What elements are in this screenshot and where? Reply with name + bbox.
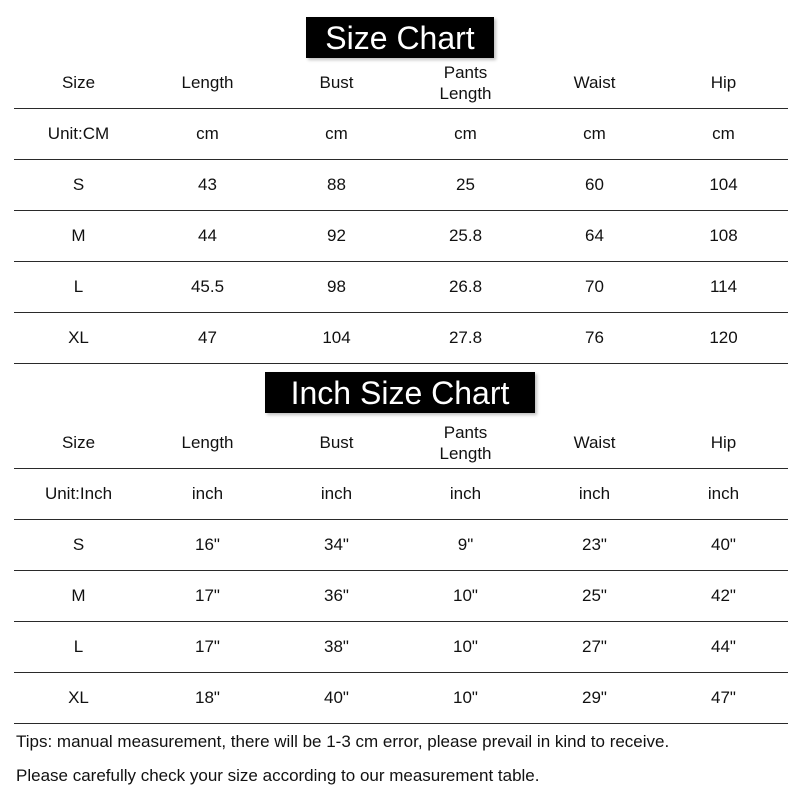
table-cell: 29" [530, 673, 659, 724]
table-cell: Hip [659, 57, 788, 109]
table-cell: 9" [401, 520, 530, 571]
table-cell: Pants Length [401, 57, 530, 109]
table-row [14, 571, 788, 622]
table-cell: inch [530, 469, 659, 520]
table-cell: 44 [143, 211, 272, 262]
table-cell: Size [14, 417, 143, 469]
table-cell: Length [143, 57, 272, 109]
table-cell: 42" [659, 571, 788, 622]
table-cell: Unit:Inch [14, 469, 143, 520]
size-chart-title: Size Chart [306, 17, 494, 58]
table-cell: 64 [530, 211, 659, 262]
table-cell: 47 [143, 313, 272, 364]
table-cell: M [14, 571, 143, 622]
table-cell: 92 [272, 211, 401, 262]
table-cell: 114 [659, 262, 788, 313]
table-cell: 38" [272, 622, 401, 673]
table-unit-row [14, 469, 788, 520]
table-row [14, 211, 788, 262]
table-row [14, 673, 788, 724]
table-cell: Bust [272, 417, 401, 469]
table-cell: 26.8 [401, 262, 530, 313]
table-cell: 25 [401, 160, 530, 211]
table-header-row [14, 57, 788, 109]
table-cell: cm [659, 109, 788, 160]
table-cell: inch [659, 469, 788, 520]
table-cell: S [14, 160, 143, 211]
table-cell: Length [143, 417, 272, 469]
table-cell: 70 [530, 262, 659, 313]
table-cell: 98 [272, 262, 401, 313]
table-cell: Waist [530, 57, 659, 109]
table-cell: 34" [272, 520, 401, 571]
table-unit-row [14, 109, 788, 160]
cm-size-table [14, 57, 788, 364]
table-cell: 40" [659, 520, 788, 571]
table-cell: 47" [659, 673, 788, 724]
table-cell: 76 [530, 313, 659, 364]
table-cell: L [14, 262, 143, 313]
table-row [14, 160, 788, 211]
table-cell: Pants Length [401, 417, 530, 469]
table-cell: 25.8 [401, 211, 530, 262]
inch-size-chart-title-banner [0, 372, 800, 413]
table-cell: 27.8 [401, 313, 530, 364]
table-cell: 36" [272, 571, 401, 622]
table-cell: 10" [401, 571, 530, 622]
table-row [14, 622, 788, 673]
table-cell: 60 [530, 160, 659, 211]
table-cell: 45.5 [143, 262, 272, 313]
table-cell: 43 [143, 160, 272, 211]
table-cell: cm [401, 109, 530, 160]
table-cell: 17" [143, 622, 272, 673]
table-cell: S [14, 520, 143, 571]
size-chart-title-banner [0, 17, 800, 58]
table-cell: M [14, 211, 143, 262]
table-cell: cm [143, 109, 272, 160]
table-cell: 120 [659, 313, 788, 364]
table-cell: XL [14, 313, 143, 364]
cm-size-table-body [14, 57, 788, 364]
table-cell: 10" [401, 622, 530, 673]
table-cell: Hip [659, 417, 788, 469]
table-cell: 104 [272, 313, 401, 364]
table-cell: 10" [401, 673, 530, 724]
table-cell: 23" [530, 520, 659, 571]
table-row [14, 262, 788, 313]
table-header-row [14, 417, 788, 469]
measurement-tip: Tips: manual measurement, there will be 1-3 cm error, please prevail in kind to receive. [16, 732, 670, 751]
table-cell: Size [14, 57, 143, 109]
table-cell: inch [401, 469, 530, 520]
table-cell: inch [143, 469, 272, 520]
table-cell: 27" [530, 622, 659, 673]
table-cell: Waist [530, 417, 659, 469]
table-cell: 88 [272, 160, 401, 211]
table-cell: cm [530, 109, 659, 160]
table-cell: Unit:CM [14, 109, 143, 160]
table-cell: 44" [659, 622, 788, 673]
table-cell: 40" [272, 673, 401, 724]
table-cell: 104 [659, 160, 788, 211]
table-cell: cm [272, 109, 401, 160]
table-cell: inch [272, 469, 401, 520]
table-cell: 108 [659, 211, 788, 262]
table-row [14, 520, 788, 571]
table-cell: Bust [272, 57, 401, 109]
table-cell: L [14, 622, 143, 673]
inch-size-table [14, 417, 788, 724]
size-check-note: Please carefully check your size according to our measurement table. [16, 766, 540, 785]
inch-size-table-body [14, 417, 788, 724]
table-cell: XL [14, 673, 143, 724]
table-cell: 16" [143, 520, 272, 571]
table-row [14, 313, 788, 364]
inch-size-chart-title: Inch Size Chart [265, 372, 535, 413]
table-cell: 18" [143, 673, 272, 724]
table-cell: 17" [143, 571, 272, 622]
table-cell: 25" [530, 571, 659, 622]
